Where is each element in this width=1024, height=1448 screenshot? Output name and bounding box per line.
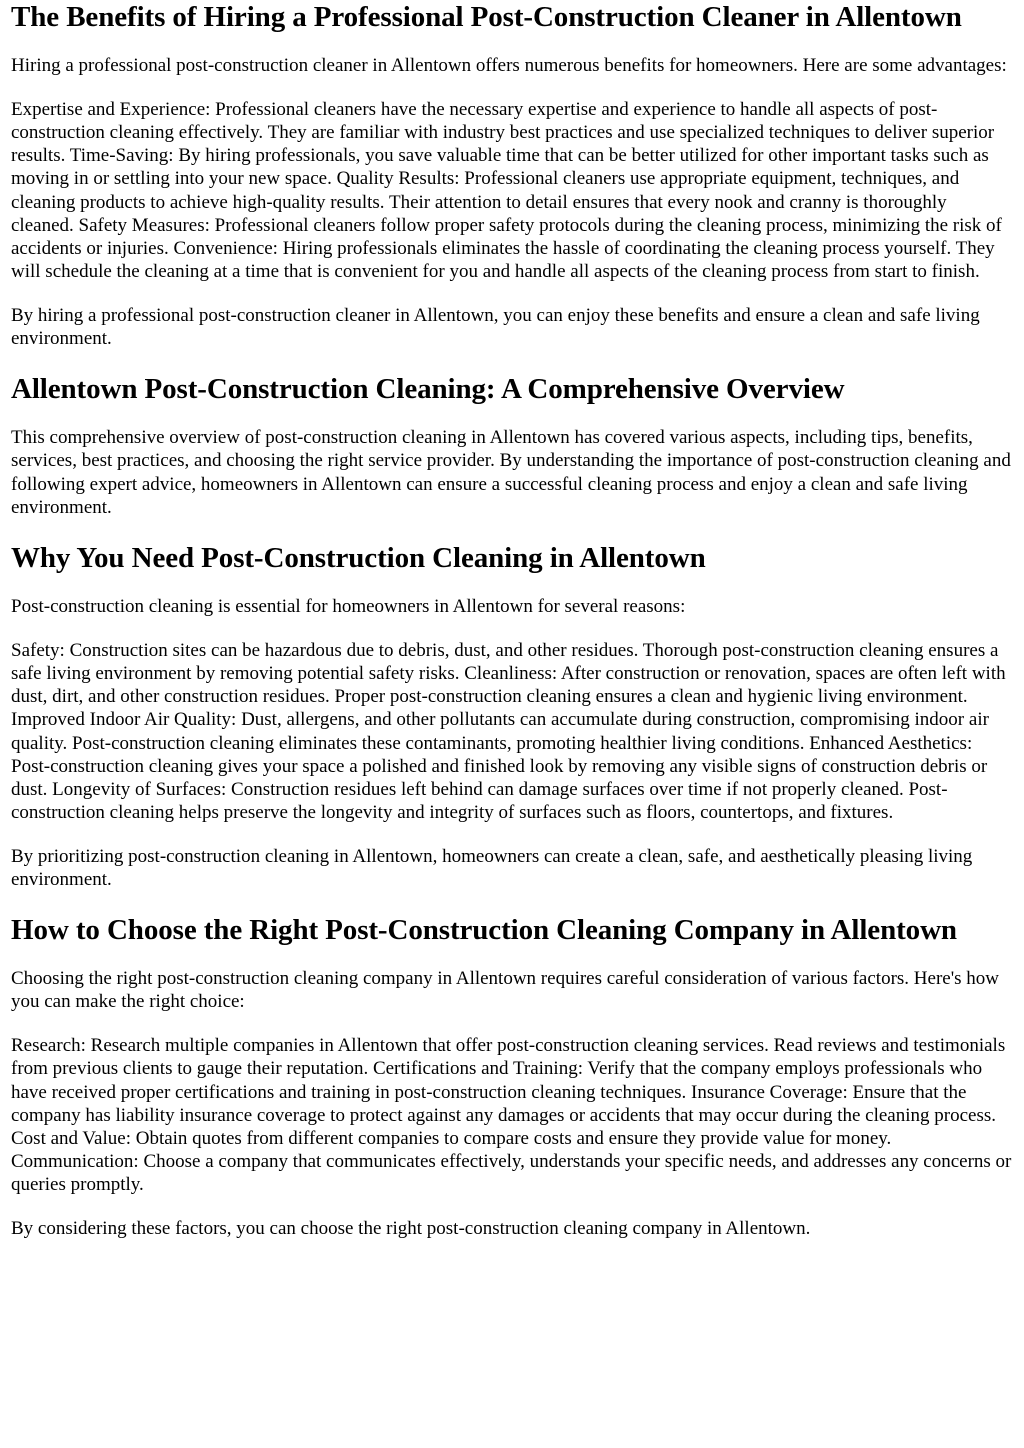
paragraph-conclusion: By considering these factors, you can choose the right post-construction cleaning company in Allentown. [11, 1218, 811, 1240]
heading-why-needed: Why You Need Post-Construction Cleaning in Allentown [11, 542, 706, 575]
section-overview [11, 372, 1013, 519]
section-benefits [11, 0, 1013, 350]
paragraph-intro: Post-construction cleaning is essential for homeowners in Allentown for several reasons: [11, 596, 686, 618]
section-why-needed [11, 541, 1013, 891]
paragraph-intro: Hiring a professional post-construction cleaner in Allentown offers numerous benefits for homeowners. Here are some advantages: [11, 55, 1007, 76]
section-choose-company [11, 913, 1013, 1240]
paragraph-body: Research: Research multiple companies in Allentown that offer post-construction cleaning services. Read reviews and testimonials from previous clients to gauge their reputation. Certifications and Training: Verify that the company employs professionals who have received proper certifications and training in post-construction cleaning techniques. Insurance Coverage: Ensure that the company has liability insurance coverage to protect against any damages or accidents that may occur during the cleaning process. Cost and Value: Obtain quotes from different companies to compare costs and ensure they provide value for money. Communication: Choose a company that communicates effectively, understands your specific needs, and addresses any concerns or queries promptly. [11, 1035, 1012, 1196]
heading-choose-company: How to Choose the Right Post-Construction Cleaning Company in Allentown [11, 914, 957, 947]
paragraph-body: Safety: Construction sites can be hazardous due to debris, dust, and other residues. Thorough post-construction cleaning ensures a safe living environment by removing potential safety risks. Cleanliness: After construction or renovation, spaces are often left with dust, dirt, and other construction residues. Proper post-construction cleaning ensures a clean and hygienic living environment. Improved Indoor Air Quality: Dust, allergens, and other pollutants can accumulate during construction, compromising indoor air quality. Post-construction cleaning eliminates these contaminants, promoting healthier living conditions. Enhanced Aesthetics: Post-construction cleaning gives your space a polished and finished look by removing any visible signs of construction debris or dust. Longevity of Surfaces: Construction residues left behind can damage surfaces over time if not properly cleaned. Post-construction cleaning helps preserve the longevity and integrity of surfaces such as floors, countertops, and fixtures. [11, 639, 1006, 824]
heading-overview: Allentown Post-Construction Cleaning: A Comprehensive Overview [11, 373, 845, 406]
paragraph-conclusion: By hiring a professional post-construction cleaner in Allentown, you can enjoy these benefits and ensure a clean and safe living environment. [11, 304, 980, 350]
paragraph-body: Expertise and Experience: Professional cleaners have the necessary expertise and experience to handle all aspects of post-construction cleaning effectively. They are familiar with industry best practices and use specialized techniques to deliver superior results. Time-Saving: By hiring professionals, you save valuable time that can be better utilized for other important tasks such as moving in or settling into your new space. Quality Results: Professional cleaners use appropriate equipment, techniques, and cleaning products to achieve high-quality results. Their attention to detail ensures that every nook and cranny is thoroughly cleaned. Safety Measures: Professional cleaners follow proper safety protocols during the cleaning process, minimizing the risk of accidents or injuries. Convenience: Hiring professionals eliminates the hassle of coordinating the cleaning process yourself. They will schedule the cleaning at a time that is convenient for you and handle all aspects of the cleaning process from start to finish. [11, 98, 1002, 283]
heading-benefits: The Benefits of Hiring a Professional Post-Construction Cleaner in Allentown [11, 1, 962, 33]
paragraph-conclusion: By prioritizing post-construction cleaning in Allentown, homeowners can create a clean, safe, and aesthetically pleasing living environment. [11, 845, 973, 891]
paragraph-body: This comprehensive overview of post-construction cleaning in Allentown has covered various aspects, including tips, benefits, services, best practices, and choosing the right service provider. By understanding the importance of post-construction cleaning and following expert advice, homeowners in Allentown can ensure a successful cleaning process and enjoy a clean and safe living environment. [11, 427, 1011, 518]
paragraph-intro: Choosing the right post-construction cleaning company in Allentown requires careful consideration of various factors. Here's how you can make the right choice: [11, 968, 999, 1013]
